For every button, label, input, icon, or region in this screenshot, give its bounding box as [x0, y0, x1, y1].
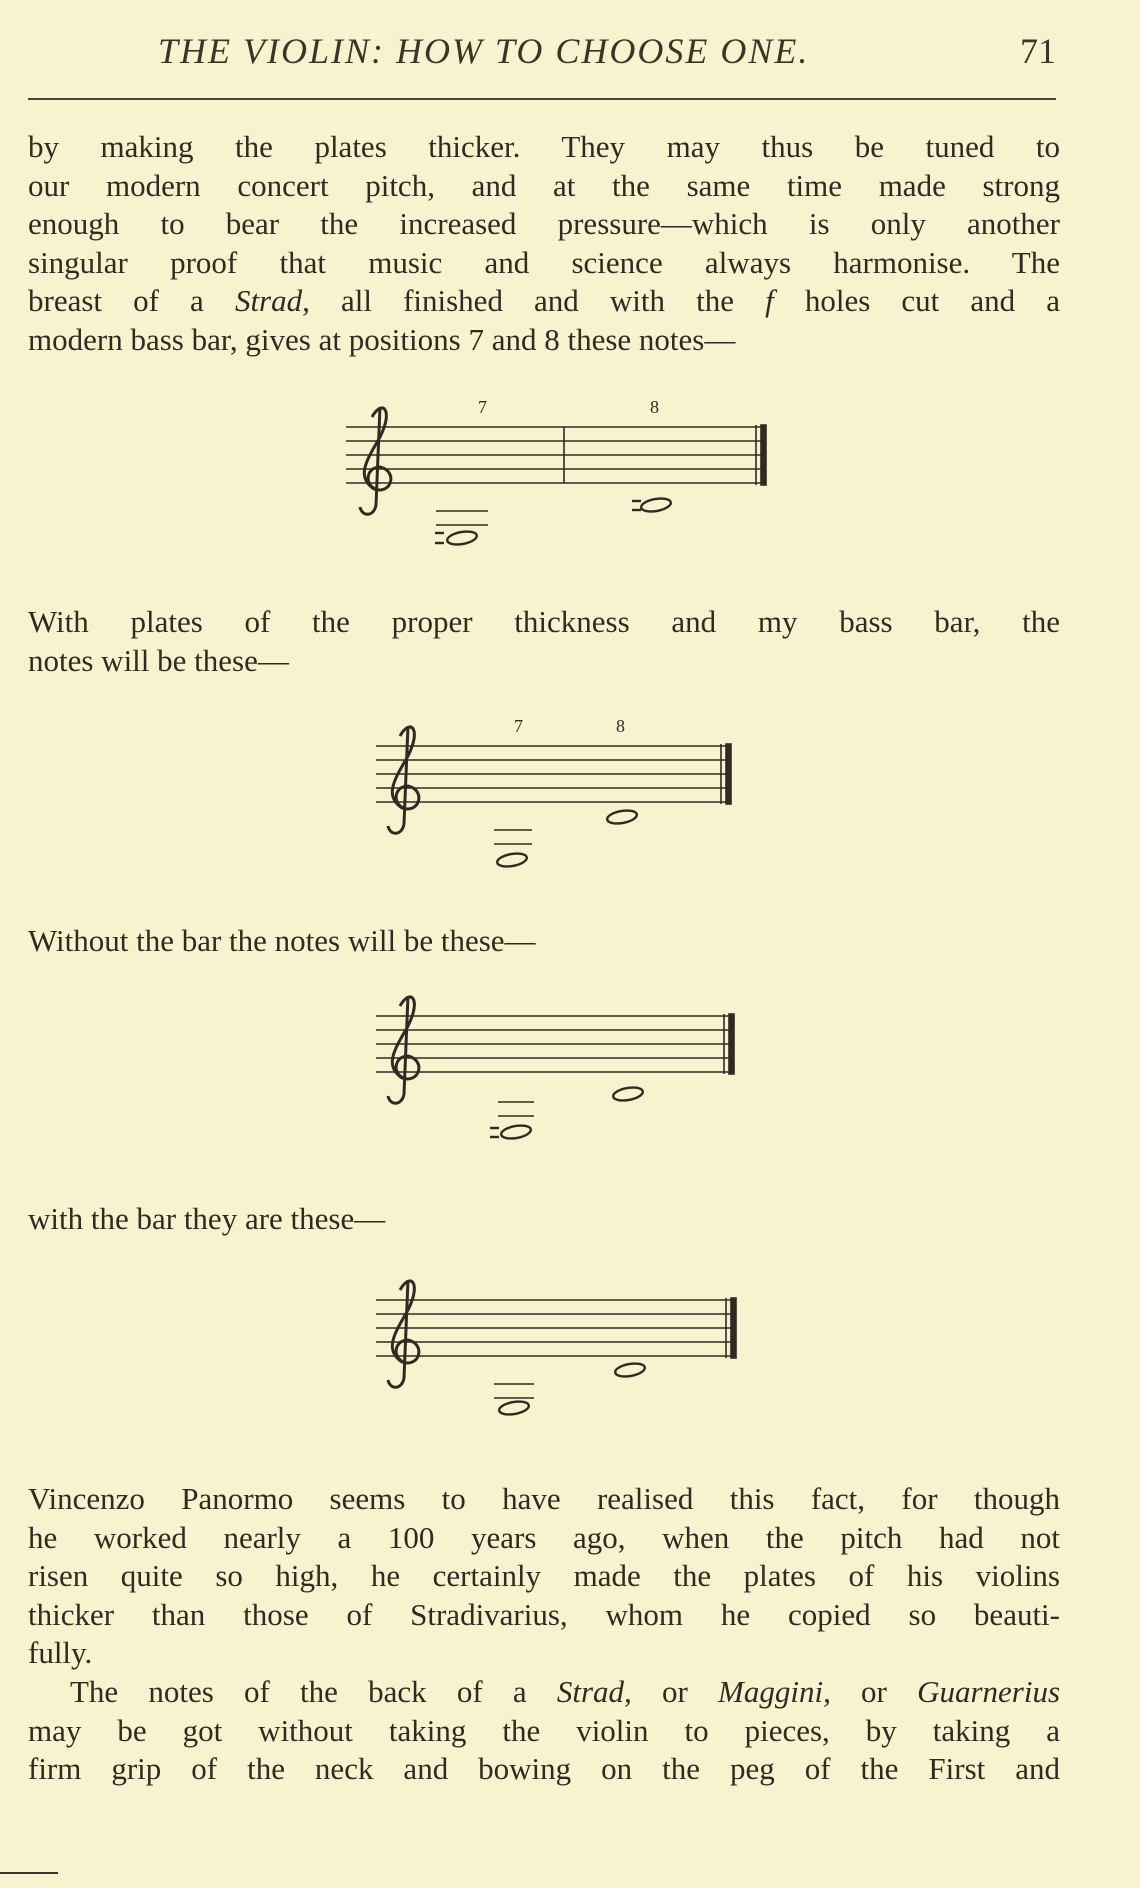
text-run: The notes of the back of a — [70, 1674, 557, 1709]
text-line: with the bar they are these— — [28, 1201, 386, 1236]
paragraph-with-bar — [28, 1200, 1060, 1239]
music-staff-4 — [366, 1270, 746, 1430]
text-line: Without the bar the notes will be these— — [28, 923, 536, 958]
note-position-8 — [606, 808, 638, 825]
paragraph-proper-thickness — [28, 603, 1060, 680]
text-line: modern bass bar, gives at positions 7 and 8 these notes— — [28, 321, 736, 357]
footer-rule — [0, 1872, 58, 1874]
italic-maggini: Maggini, — [718, 1674, 831, 1709]
music-staff-2 — [366, 714, 746, 884]
text-run: holes cut and a — [773, 283, 1061, 319]
position-label-8: 8 — [616, 716, 625, 736]
text-line: risen quite so high, he certainly made the plates of his violins — [28, 1558, 1060, 1594]
running-title: THE VIOLIN: HOW TO CHOOSE ONE. — [158, 31, 810, 71]
text-line: singular proof that music and science always harmonise. The — [28, 244, 1060, 280]
paragraph-panormo — [28, 1480, 1060, 1673]
note-first — [490, 1123, 532, 1140]
text-line: Vincenzo Panormo seems to have realised this fact, for though — [28, 1481, 1060, 1516]
position-label-7: 7 — [478, 397, 487, 417]
running-head — [28, 30, 1056, 80]
text-line: notes will be these— — [28, 642, 289, 678]
note-first — [498, 1399, 530, 1416]
paragraph-plates-thicker — [28, 128, 1060, 360]
text-line: may be got without taking the violin to pieces, by taking a — [28, 1712, 1060, 1748]
text-run: all finished and with the — [309, 283, 766, 319]
text-run: breast of a — [28, 283, 235, 319]
text-line: he worked nearly a 100 years ago, when the pitch had not — [28, 1519, 1060, 1555]
text-line: our modern concert pitch, and at the same time made strong — [28, 167, 1060, 203]
note-position-8 — [632, 496, 672, 513]
text-line — [28, 282, 1060, 321]
text-run: or — [830, 1674, 918, 1709]
note-position-7 — [435, 529, 478, 546]
italic-strad: Strad, — [234, 283, 310, 319]
text-line: fully. — [28, 1635, 93, 1671]
text-line: thicker than those of Stradivarius, whom he copied so beauti- — [28, 1596, 1060, 1632]
music-staff-1 — [336, 395, 786, 570]
header-rule — [28, 98, 1056, 100]
position-label-8: 8 — [650, 397, 659, 417]
treble-clef — [388, 726, 419, 833]
text-line: firm grip of the neck and bowing on the peg of the First and — [28, 1751, 1060, 1787]
note-second — [614, 1361, 646, 1378]
note-position-7 — [496, 851, 528, 868]
treble-clef — [360, 407, 391, 514]
paragraph-notes-of-back — [28, 1673, 1060, 1789]
treble-clef — [388, 1280, 419, 1387]
position-label-7: 7 — [514, 716, 523, 736]
paragraph-without-bar — [28, 922, 1060, 961]
text-line: With plates of the proper thickness and my bass bar, the — [28, 604, 1060, 639]
treble-clef — [388, 996, 419, 1103]
italic-guarnerius: Guarnerius — [917, 1674, 1061, 1709]
italic-f: f — [765, 283, 774, 319]
note-second — [612, 1085, 644, 1102]
text-line — [28, 1673, 1060, 1712]
text-run: or — [631, 1674, 719, 1709]
italic-strad: Strad, — [556, 1674, 632, 1709]
text-line: by making the plates thicker. They may thus be tuned to — [28, 129, 1060, 164]
text-line: enough to bear the increased pressure—which is only another — [28, 206, 1060, 242]
music-staff-3 — [366, 992, 746, 1164]
page-number: 71 — [1020, 31, 1056, 71]
